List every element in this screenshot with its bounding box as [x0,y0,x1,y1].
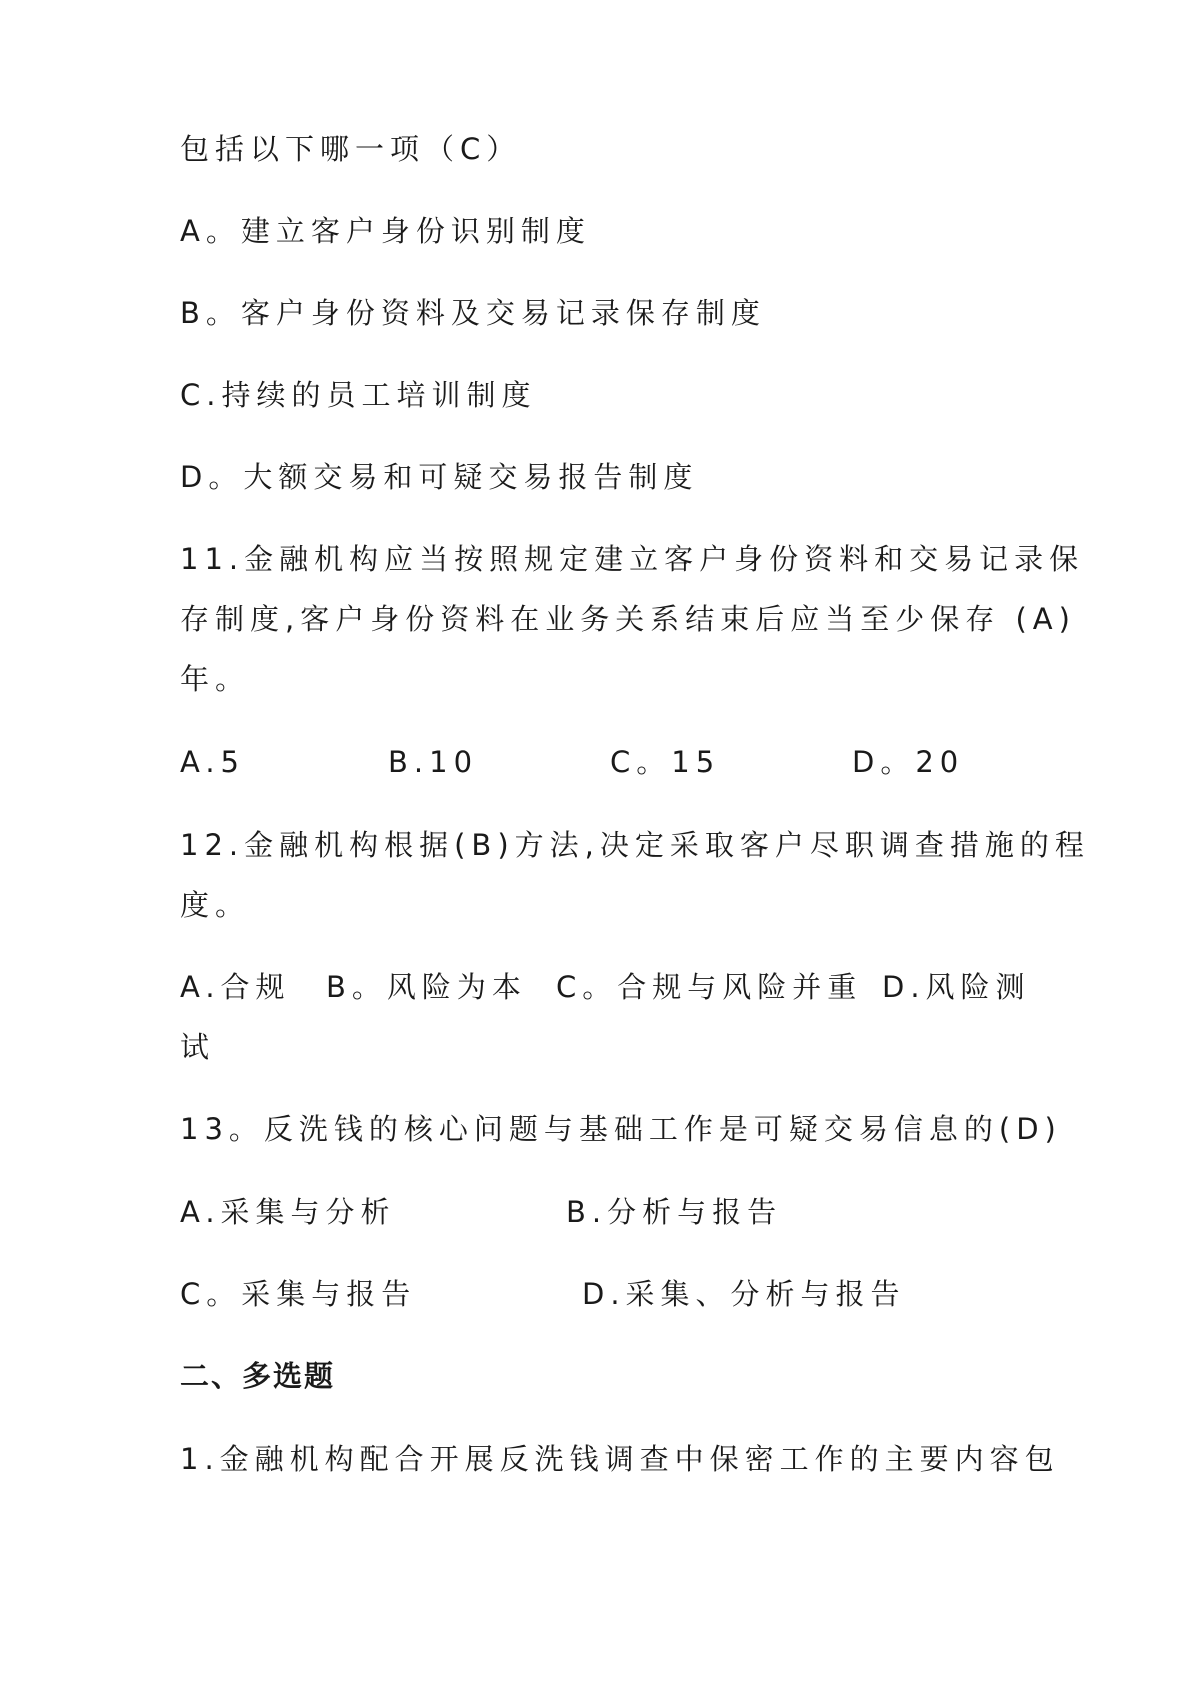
question-13-option-b: B.分析与报告 [566,1195,783,1229]
question-11-line-2: 存制度,客户身份资料在业务关系结束后应当至少保存 (A) [180,602,1076,636]
question-12-option-c: C。合规与风险并重 [556,970,863,1004]
question-13-option-d: D.采集、分析与报告 [582,1277,906,1311]
question-10-option-b: B。客户身份资料及交易记录保存制度 [180,296,766,330]
question-11-option-b: B.10 [388,745,479,779]
question-12-line-1: 12.金融机构根据(B)方法,决定采取客户尽职调查措施的程 [180,828,1090,862]
question-12-option-a: A.合规 [180,970,291,1004]
question-11-line-1: 11.金融机构应当按照规定建立客户身份资料和交易记录保 [180,542,1085,576]
question-12-option-d: D.风险测 [882,970,1031,1004]
question-13-option-c: C。采集与报告 [180,1277,417,1311]
question-12-option-d-wrap: 试 [180,1030,216,1064]
question-11-option-c: C。15 [610,745,721,779]
question-10-continuation: 包括以下哪一项（C） [180,132,522,166]
question-13-line-1: 13。反洗钱的核心问题与基础工作是可疑交易信息的(D) [180,1112,1062,1146]
question-11-line-3: 年。 [180,662,251,696]
question-12-option-b: B。风险为本 [326,970,527,1004]
question-11-option-a: A.5 [180,745,245,779]
question-10-option-a: A。建立客户身份识别制度 [180,214,591,248]
question-12-line-2: 度。 [180,888,251,922]
question-13-option-a: A.采集与分析 [180,1195,396,1229]
question-10-option-c: C.持续的员工培训制度 [180,378,537,412]
section-2-title: 二、多选题 [180,1359,336,1393]
question-11-option-d: D。20 [852,745,965,779]
multi-question-1-line-1: 1.金融机构配合开展反洗钱调查中保密工作的主要内容包 [180,1442,1060,1476]
question-10-option-d: D。大额交易和可疑交易报告制度 [180,460,699,494]
